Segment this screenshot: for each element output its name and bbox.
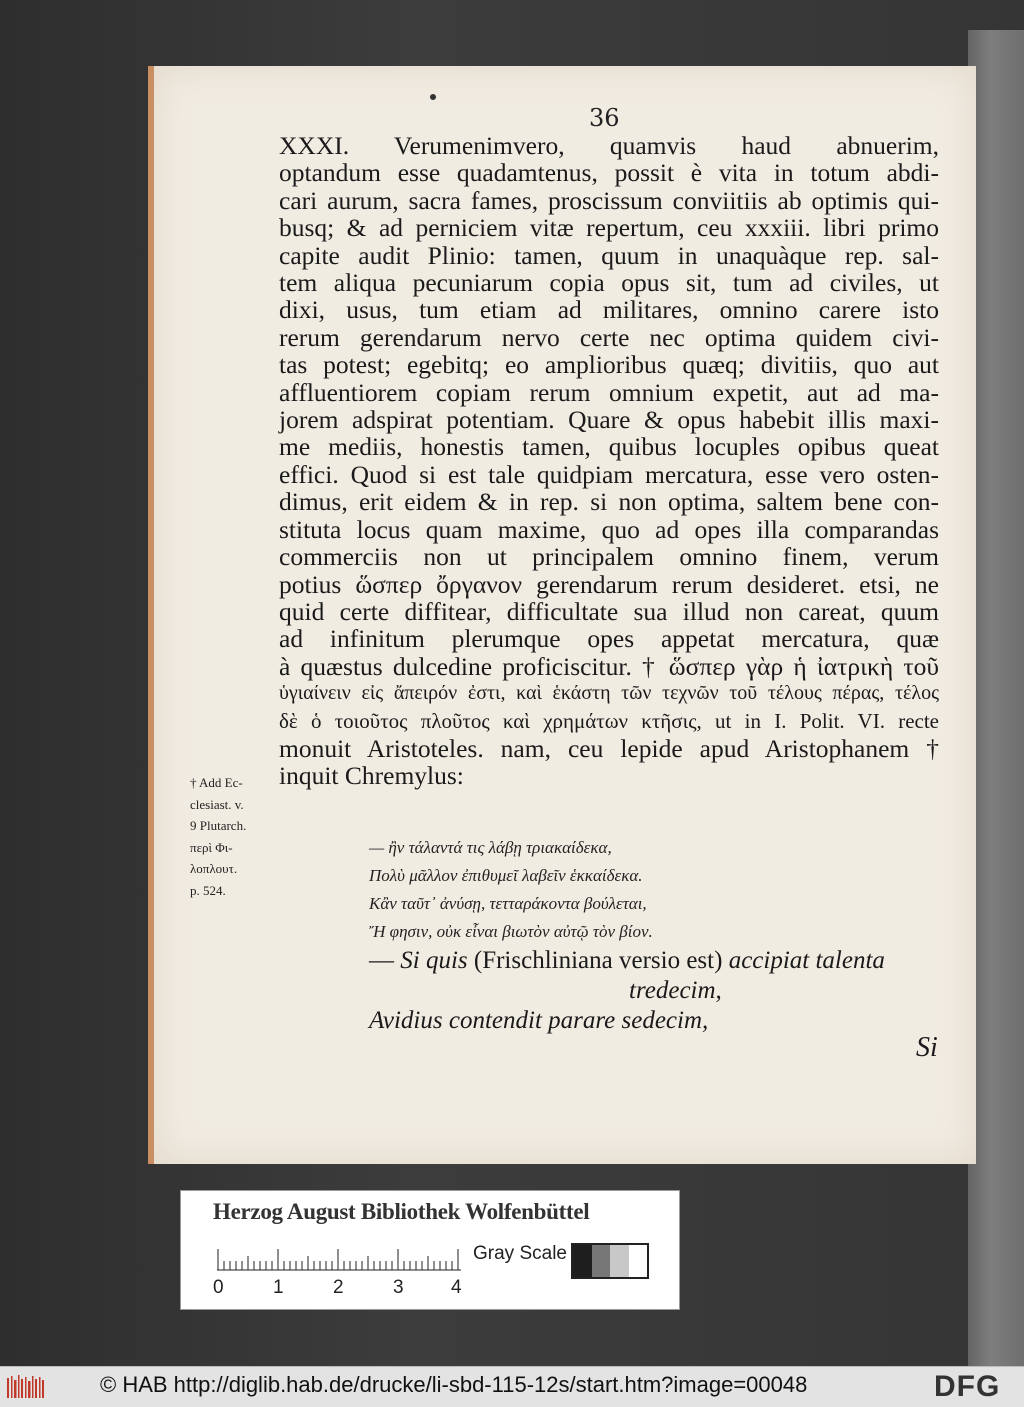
dfg-logo: DFG [934,1370,1001,1403]
latin-verse-line: Avidius contendit parare sedecim, [369,1007,709,1034]
text-line: commerciis non ut principalem omnino finem, verum [279,542,939,572]
text-line: ὑγιαίνειν εἰς ἄπειρόν ἐστι, καὶ ἑκάστη τῶν τεχνῶν τοῦ τέλους πέρας, τέλος [279,682,939,705]
text-line: potius ὥσπερ ὄργανον gerendarum rerum desideret. etsi, ne [279,569,939,599]
latin-verse-line [369,946,885,976]
verse-dash: — [369,947,394,974]
margin-note [190,772,290,901]
text-line: jorem adspirat potentiam. Quare & opus habebit illis maxi- [279,405,939,435]
margin-note-line: clesiast. v. [190,796,244,812]
adjacent-page-edge [968,30,1024,1370]
margin-note-line: p. 524. [190,882,226,898]
greek-verse-line: — ἢν τάλαντά τις λάβῃ τριακαίδεκα, [369,838,612,857]
margin-note-line: † Add Ec- [190,775,243,790]
text-line: XXXI. Verumenimvero, quamvis haud abnuerim, [279,131,939,160]
greek-verse-line: Ἤ φησιν, οὐκ εἶναι βιωτὸν αὐτῷ τὸν βίον. [369,922,653,941]
text-line: dixi, usus, tum etiam ad militares, omnino carere isto [279,295,939,325]
text-line: rerum gerendarum nervo certe nec optima quidem civi- [279,322,939,352]
copyright-url[interactable]: © HAB http://diglib.hab.de/drucke/li-sbd-115-12s/start.htm?image=00048 [100,1372,808,1397]
greek-verse-line: Πολὺ μᾶλλον ἐπιθυμεῖ λαβεῖν ἑκκαίδεκα. [369,866,643,885]
hab-barcode-logo-icon [6,1374,46,1400]
main-text [279,132,939,790]
margin-note-line: περὶ Φι- [190,839,233,855]
verse-italic: accipiat talenta [728,947,885,974]
card-title: Herzog August Bibliothek Wolfenbüttel [213,1199,590,1224]
text-line: me mediis, honestis tamen, quibus locuples opibus queat [279,432,939,462]
gray-swatch [592,1245,611,1277]
gray-swatch [610,1245,629,1277]
gray-scale-label: Gray Scale [473,1243,567,1264]
text-line: capite audit Plinio: tamen, quum in unaquàque rep. sal- [279,240,939,270]
ruler-label: 4 [451,1277,462,1298]
margin-note-line: λοπλουτ. [190,861,238,876]
text-line: cari aurum, sacra fames, proscissum conviitiis ab optimis qui- [279,185,939,215]
ruler-scale [217,1249,461,1271]
greek-quotation [369,834,653,946]
text-line: ad infinitum plerumque opes appetat mercatura, quæ [279,624,939,654]
latin-translation [369,946,885,1036]
text-line: δὲ ὁ τοιοῦτος πλοῦτος καὶ χρημάτων κτῆσις, ut in I. Polit. VI. recte [279,708,939,733]
greek-verse-line: Κἂν ταῦτ᾽ ἀνύσῃ, τετταράκοντα βούλεται, [369,894,647,913]
text-line: tas potest; egebitq; eo amplioribus quæq; divitiis, quo aut [279,350,939,380]
text-line: optandum esse quadamtenus, possit è vita in totum abdi- [279,158,939,188]
ruler-label: 2 [333,1277,344,1298]
latin-verse-line: tredecim, [629,977,722,1004]
text-line: à quæstus dulcedine proficiscitur. † ὥσπερ γὰρ ἡ ἰατρικὴ τοῦ [279,651,939,681]
page-number: 36 [589,104,620,132]
verse-roman: (Frischliniana versio est) [473,947,723,974]
text-line: stituta locus quam maxime, quo ad opes illa comparandas [279,514,939,544]
text-line: affluentiorem copiam rerum omnium expetit, aut ad ma- [279,377,939,407]
gray-scale-swatches [571,1243,649,1279]
text-line: busq; & ad perniciem vitæ repertum, ceu xxxiii. libri primo [279,213,939,243]
text-line: tem aliqua pecuniarum copia opus sit, tum ad civiles, ut [279,268,939,298]
text-line: effici. Quod si est tale quidpiam mercatura, esse vero osten- [279,459,939,489]
ruler-label: 1 [273,1277,284,1298]
book-page [148,66,976,1164]
text-line: inquit Chremylus: [279,761,464,791]
margin-note-line: 9 Plutarch. [190,818,247,833]
verse-italic: Si quis [400,947,468,974]
ruler-label: 0 [213,1277,224,1298]
ruler-label: 3 [393,1277,404,1298]
viewer-footer [0,1366,1024,1407]
ink-dot [430,94,436,100]
text-line: quid certe diffitear, difficultate sua illud non careat, quum [279,596,939,626]
text-line: monuit Aristoteles. nam, ceu lepide apud Aristophanem † [279,733,939,763]
catchword: Si [916,1032,938,1063]
color-reference-card [180,1190,680,1310]
gray-swatch [629,1245,648,1277]
gray-swatch [573,1245,592,1277]
text-line: dimus, erit eidem & in rep. si non optima, saltem bene con- [279,487,939,517]
